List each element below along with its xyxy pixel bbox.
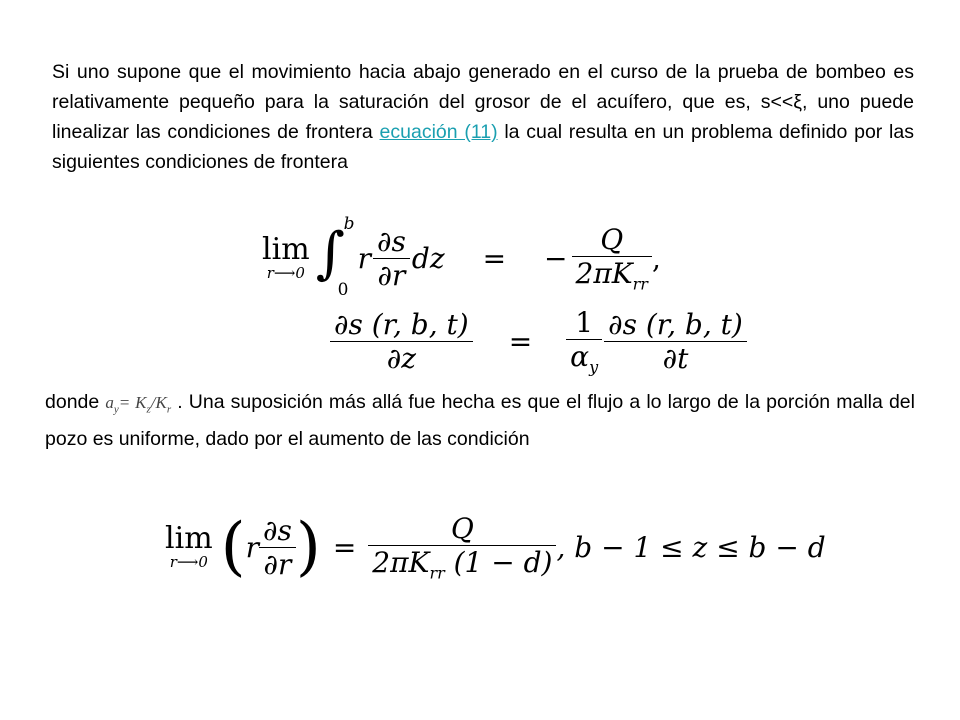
alpha-definition-formula xyxy=(105,393,172,416)
fraction-numerator: ∂s (r, b, t) xyxy=(334,307,469,341)
fraction-denominator: ∂r xyxy=(377,258,406,292)
alpha: α xyxy=(570,340,590,373)
equation-1 xyxy=(262,214,661,300)
paragraph-donde xyxy=(45,387,915,454)
fraction-numerator: Q xyxy=(450,512,474,545)
fraction-ds-dr xyxy=(259,514,296,581)
integral: ∫ b 0 xyxy=(315,214,355,300)
alpha-subscript: y xyxy=(589,357,599,377)
denominator-subscript: rr xyxy=(632,274,648,294)
fraction-q xyxy=(572,223,652,294)
r: r xyxy=(245,530,259,564)
limit-subscript: r⟶0 xyxy=(169,553,208,572)
limit xyxy=(262,232,310,282)
paragraph-intro-text: Si uno supone que el movimiento hacia abajo generado en el curso de la prueba de bombeo es relativamente pequeño para la saturación del grosor de el acuífero, que es, s<<ξ, uno puede linealizar las condiciones de frontera xyxy=(52,61,914,143)
fraction-denominator: ∂t xyxy=(662,341,689,375)
formula-a: a xyxy=(105,393,114,412)
dz: dz xyxy=(411,241,445,275)
integral-lower-bound: 0 xyxy=(337,280,349,300)
equals-sign: = xyxy=(482,241,507,275)
limit xyxy=(165,521,213,572)
paragraph-intro xyxy=(52,57,914,177)
right-paren: ) xyxy=(295,510,321,585)
denominator-tail: (1 − d) xyxy=(444,546,553,579)
equals-sign: = xyxy=(332,530,357,564)
integrand-r: r xyxy=(357,241,372,275)
fraction-ds-dt xyxy=(604,308,747,375)
fraction-denominator xyxy=(572,257,652,294)
fraction-one-alpha xyxy=(566,306,602,377)
fraction-denominator xyxy=(368,546,556,583)
fraction-denominator: ∂z xyxy=(386,341,416,375)
fraction-q xyxy=(368,512,556,583)
fraction-numerator: Q xyxy=(600,222,624,256)
integral-upper-bound: b xyxy=(343,214,355,234)
fraction-numerator: 1 xyxy=(575,306,594,339)
paragraph-donde-lead: donde xyxy=(45,391,106,413)
comma: , xyxy=(651,241,661,275)
fraction-numerator: ∂s (r, b, t) xyxy=(608,307,743,341)
limit-word: lim xyxy=(262,232,310,267)
minus-sign: − xyxy=(544,241,568,275)
fraction-numerator: ∂s xyxy=(377,224,406,258)
equation-3 xyxy=(165,512,826,583)
fraction-ds-dr xyxy=(373,225,410,292)
formula-eq: = K xyxy=(118,393,147,412)
formula-r-sub: r xyxy=(166,403,172,416)
formula-a-sub: y xyxy=(113,403,119,416)
denominator-main: 2πK xyxy=(372,546,430,579)
fraction-denominator: ∂r xyxy=(263,547,292,581)
paragraph-intro-tail: la cual resulta en un problema definido por las siguientes condiciones de frontera xyxy=(52,121,914,173)
limit-subscript: r⟶0 xyxy=(266,264,305,282)
limit-word: lim xyxy=(165,521,213,557)
equation-11-link[interactable]: ecuación (11) xyxy=(379,121,498,143)
equation-2 xyxy=(330,306,747,377)
range-condition: , b − 1 ≤ z ≤ b − d xyxy=(556,530,826,564)
paragraph-donde-text: . Una suposición más allá fue hecha es que el flujo a lo largo de la porción malla del pozo es uniforme, dado por el aumento de las condición xyxy=(45,391,915,451)
fraction-denominator xyxy=(566,340,602,377)
formula-slash: /K xyxy=(150,393,167,412)
fraction-ds-dz xyxy=(330,308,473,375)
equals-sign: = xyxy=(508,324,533,358)
denominator-subscript: rr xyxy=(429,563,445,583)
left-paren: ( xyxy=(220,510,246,585)
fraction-numerator: ∂s xyxy=(263,513,292,547)
formula-k-sub: z xyxy=(146,403,151,416)
denominator-main: 2πK xyxy=(575,256,633,290)
